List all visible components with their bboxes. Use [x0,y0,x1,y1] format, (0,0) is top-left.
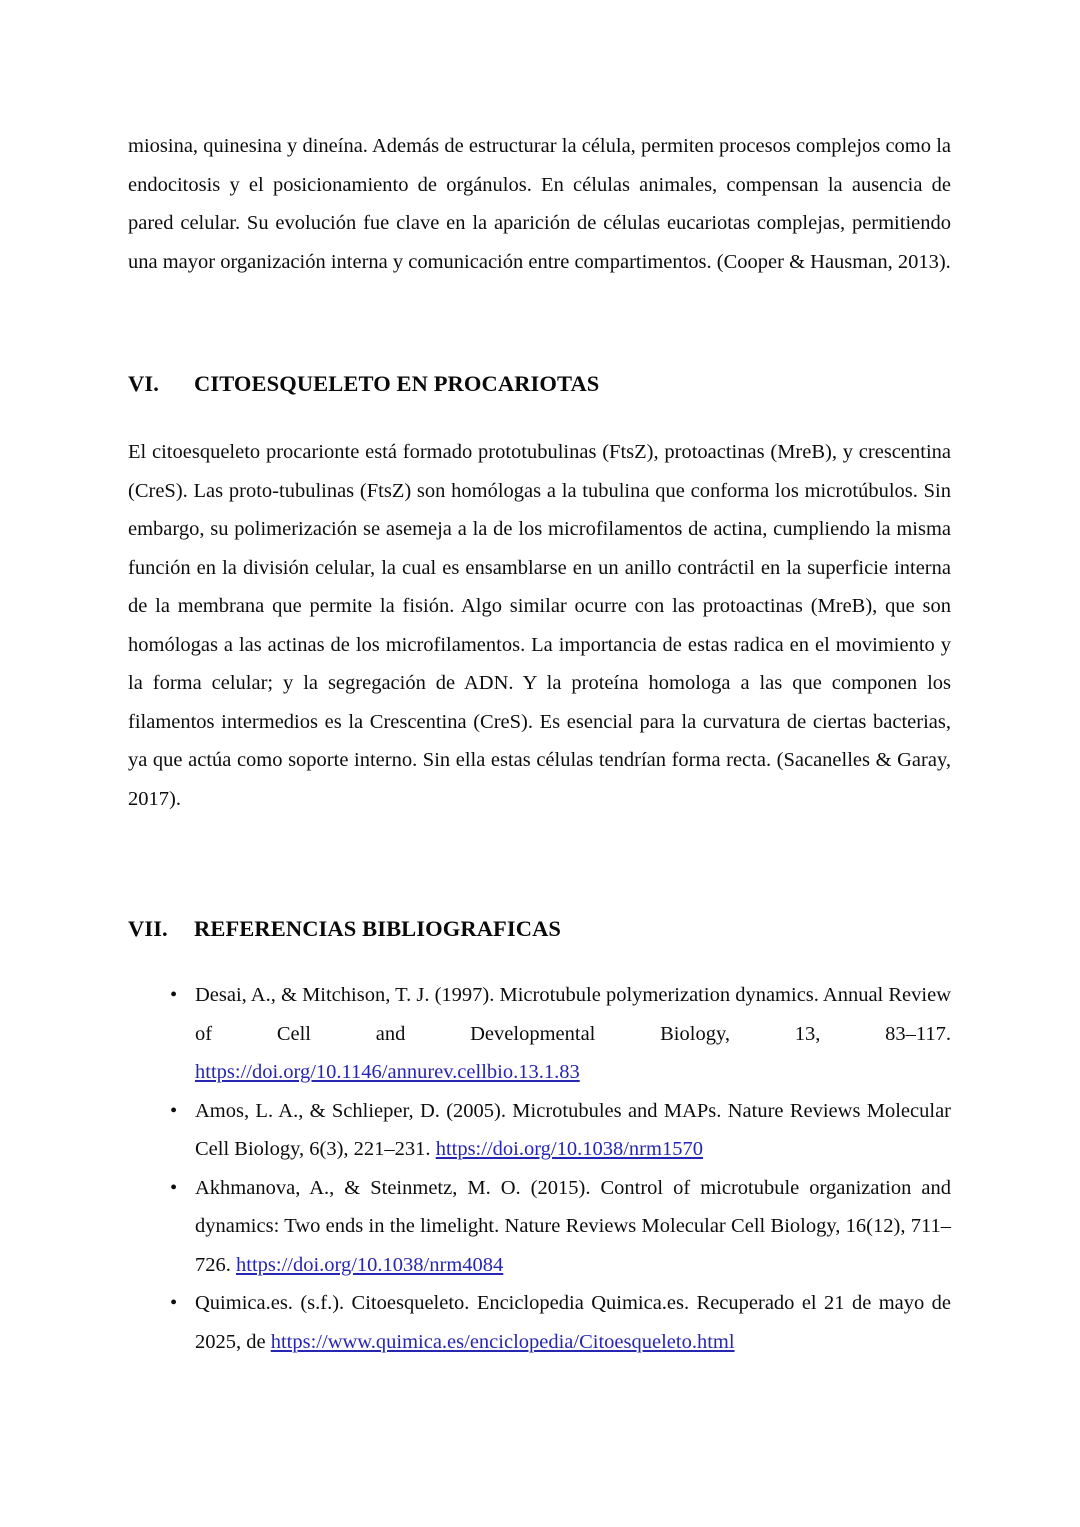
reference-link[interactable]: https://doi.org/10.1146/annurev.cellbio.13.1.83 [195,1061,580,1083]
page-content [128,0,951,1361]
reference-text: Akhmanova, A., & Steinmetz, M. O. (2015). Control of microtubule organization and dynamics: Two ends in the limelight. Nature Reviews Molecular Cell Biology, 16(12), 711–726. [195,1176,951,1276]
section-vi-body: El citoesqueleto procarionte está formado prototubulinas (FtsZ), protoactinas (MreB), y crescentina (CreS). Las proto-tubulinas (FtsZ) son homólogas a la tubulina que conforma los microtúbulos. Sin embargo, su polimerización se asemeja a la de los microfilamentos de actina, cumpliendo la misma función en la división celular, la cual es ensamblarse en un anillo contráctil en la superficie interna de la membrana que permite la fisión. Algo similar ocurre con las protoactinas (MreB), que son homólogas a las actinas de los microfilamentos. La importancia de estas radica en el movimiento y la forma celular; y la segregación de ADN. Y la proteína homologa a las que componen los filamentos intermedios es la Crescentina (CreS). Es esencial para la curvatura de ciertas bacterias, ya que actúa como soporte interno. Sin ella estas células tendrían forma recta. (Sacanelles & Garay, 2017). [128,441,951,810]
spacer-after-intro [128,281,951,369]
section-title-vii: REFERENCIAS BIBLIOGRAFICAS [194,916,562,941]
reference-item [128,976,951,1092]
spacer-after-heading-vi [128,399,951,433]
reference-text: Desai, A., & Mitchison, T. J. (1997). Microtubule polymerization dynamics. Annual Review of Cell and Developmental Biology, 13, 83–117. [195,984,951,1045]
reference-link[interactable]: https://doi.org/10.1038/nrm4084 [236,1253,504,1276]
bullet-icon: • [170,984,178,1006]
bullet-icon: • [170,1099,178,1122]
reference-item [128,1092,951,1169]
bullet-icon: • [170,1292,178,1314]
reference-text: Amos, L. A., & Schlieper, D. (2005). Microtubules and MAPs. Nature Reviews Molecular Cell Biology, 6(3), 221–231. [195,1099,951,1160]
bullet-icon: • [170,1176,178,1199]
section-number-vi: VI. [128,371,159,396]
reference-item [128,1284,951,1361]
section-heading-vi [128,369,951,399]
spacer-after-heading-vii [128,944,951,976]
references-list [128,976,951,1361]
reference-text: Quimica.es. (s.f.). Citoesqueleto. Enciclopedia Quimica.es. Recuperado el 21 de mayo de 2025, de [195,1292,951,1353]
spacer-after-section-vi [128,818,951,914]
section-heading-vii [128,914,951,944]
reference-link[interactable]: https://doi.org/10.1038/nrm1570 [435,1138,703,1160]
intro-paragraph: miosina, quinesina y dineína. Además de estructurar la célula, permiten procesos complejos como la endocitosis y el posicionamiento de orgánulos. En células animales, compensan la ausencia de pared celular. Su evolución fue clave en la aparición de células eucariotas complejas, permitiendo una mayor organización interna y comunicación entre compartimentos. (Cooper & Hausman, 2013). [128,135,951,273]
reference-item [128,1169,951,1285]
reference-link[interactable]: https://www.quimica.es/enciclopedia/Citoesqueleto.html [270,1330,735,1353]
section-number-vii: VII. [128,916,168,941]
section-title-vi: CITOESQUELETO EN PROCARIOTAS [194,371,600,396]
